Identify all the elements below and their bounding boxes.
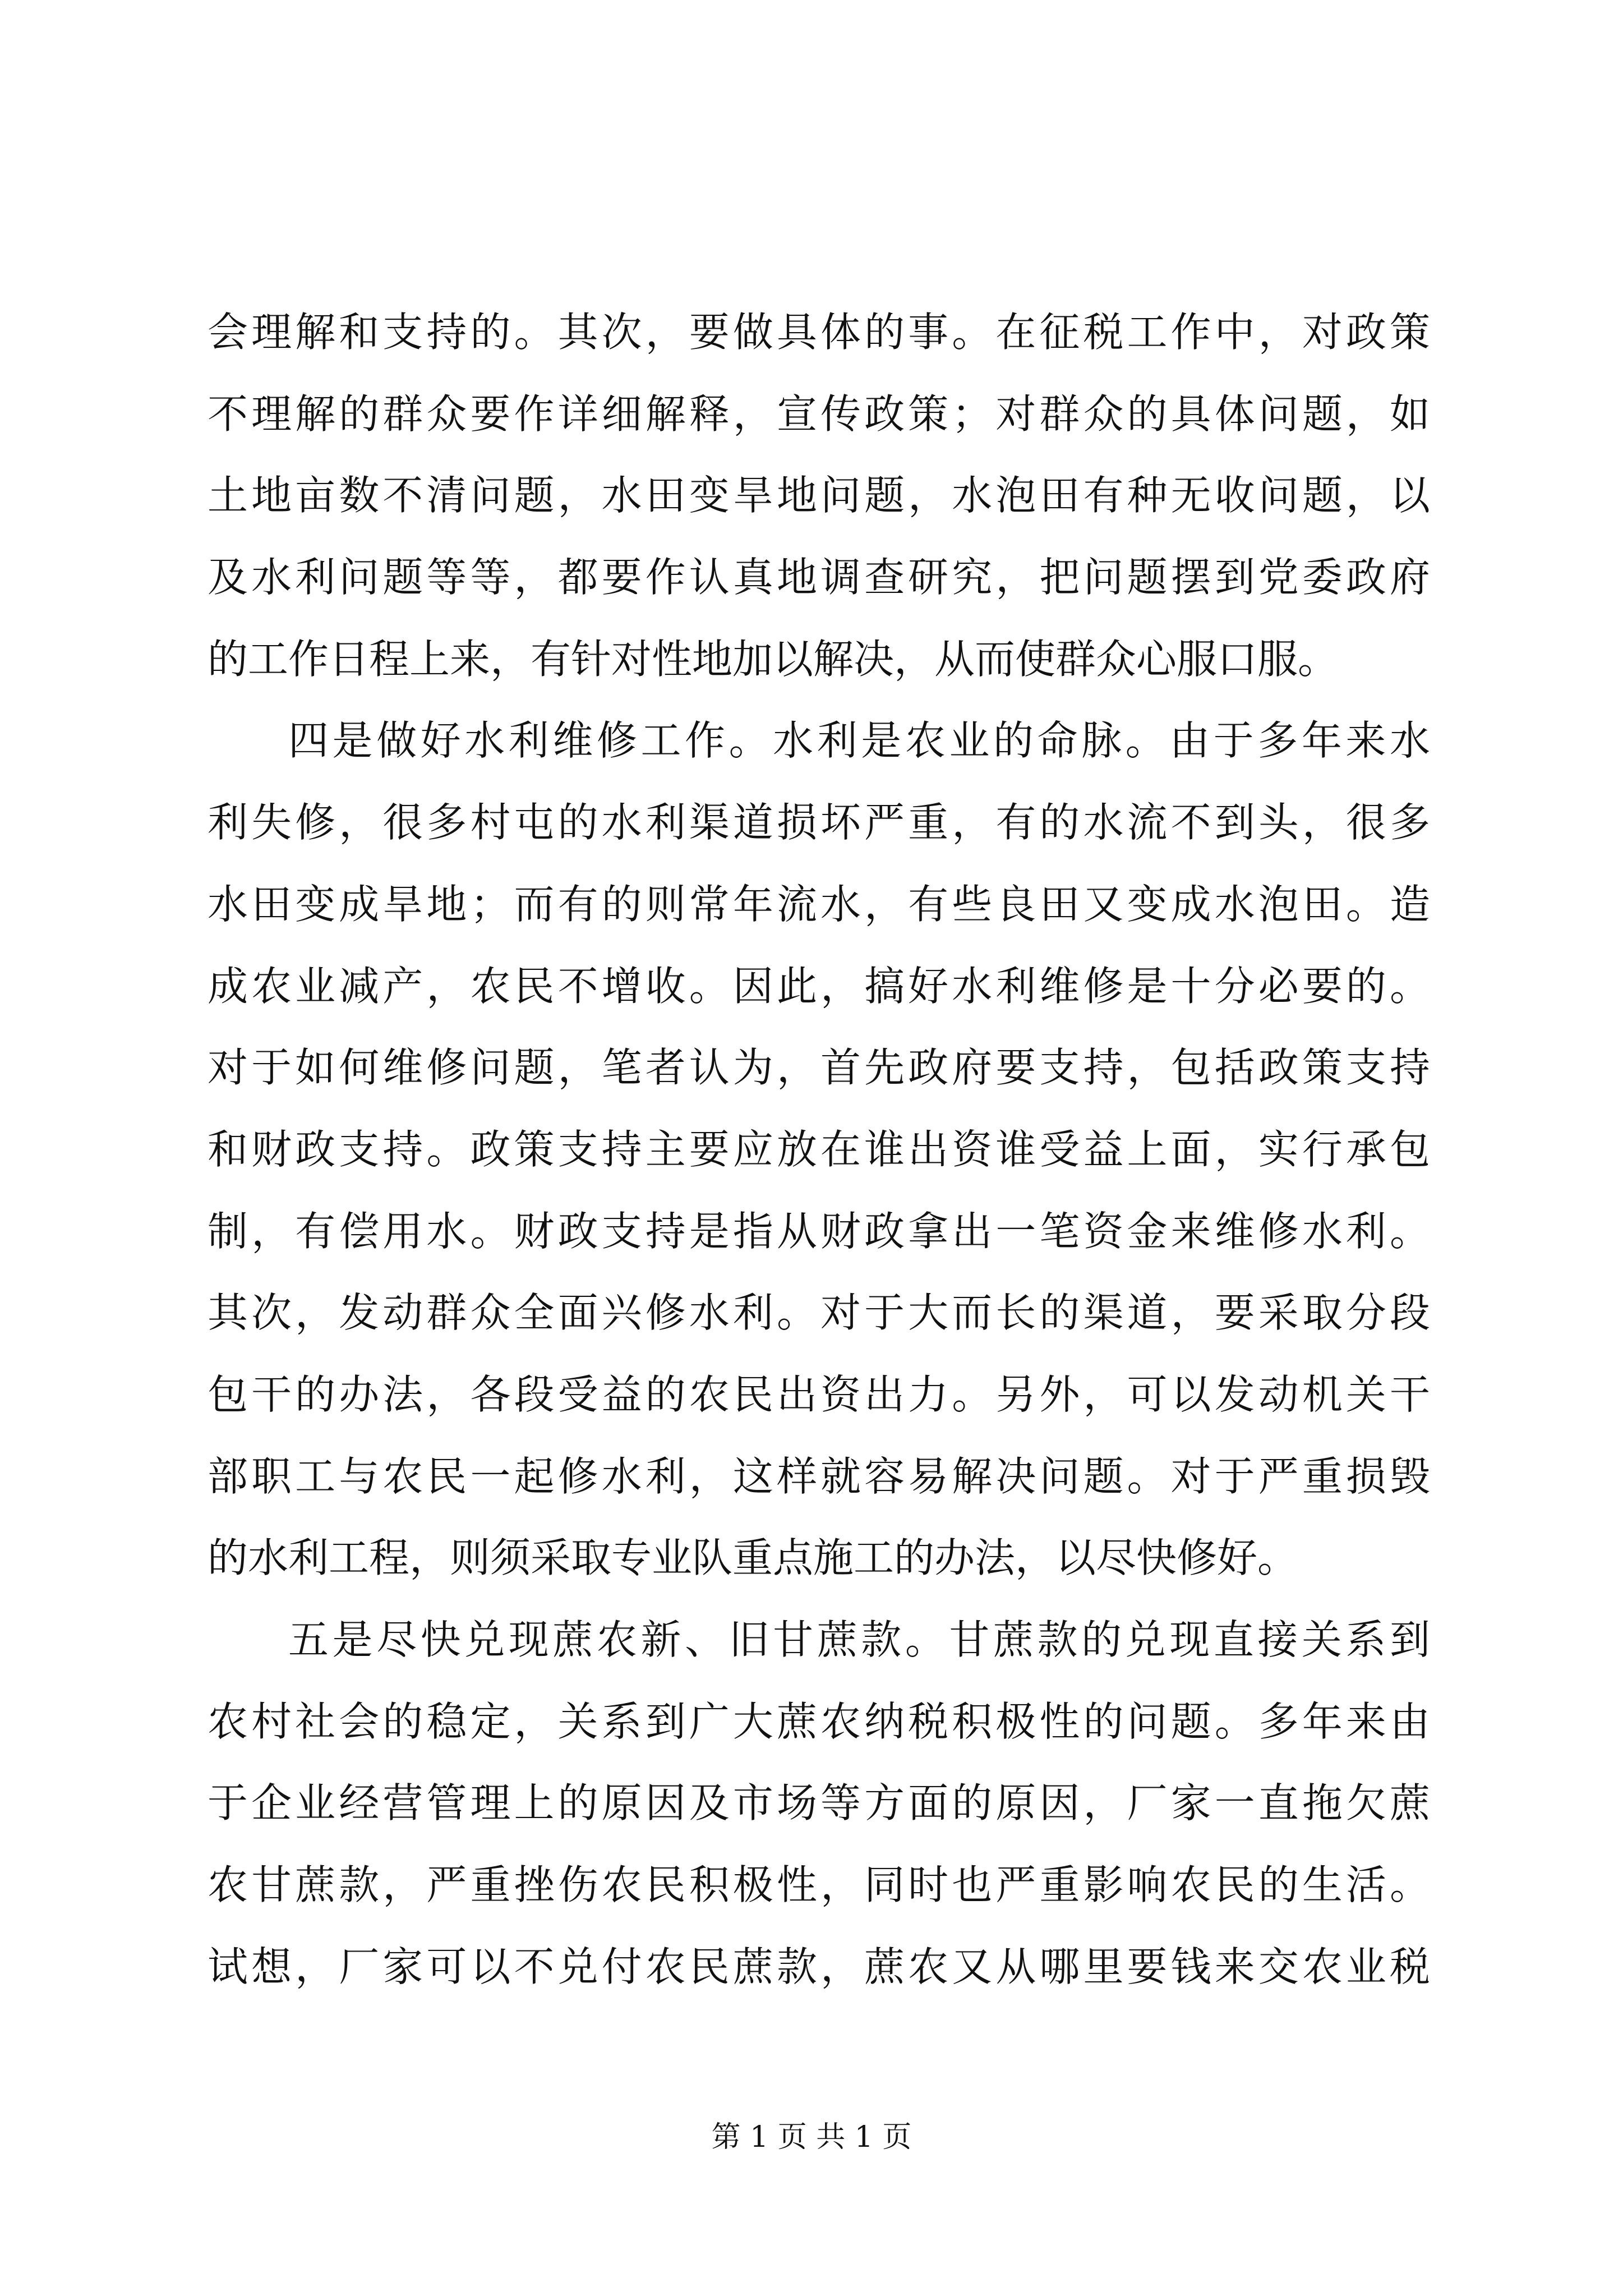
text-line: 农村社会的稳定，关系到广大蔗农纳税积极性的问题。多年来由 xyxy=(208,1697,1430,1745)
text-line: 于企业经营管理上的原因及市场等方面的原因，厂家一直拖欠蔗 xyxy=(208,1779,1430,1827)
document-body xyxy=(208,292,1430,2008)
text-line: 试想，厂家可以不兑付农民蔗款，蔗农又从哪里要钱来交农业税 xyxy=(208,1943,1430,1990)
text-line: 利失修，很多村屯的水利渠道损坏严重，有的水流不到头，很多 xyxy=(208,799,1430,846)
text-line: 部职工与农民一起修水利，这样就容易解决问题。对于严重损毁 xyxy=(208,1452,1430,1500)
text-line: 不理解的群众要作详细解释，宣传政策；对群众的具体问题，如 xyxy=(208,390,1430,438)
text-line: 其次，发动群众全面兴修水利。对于大而长的渠道，要采取分段 xyxy=(208,1289,1430,1337)
text-line: 对于如何维修问题，笔者认为，首先政府要支持，包括政策支持 xyxy=(208,1044,1430,1092)
text-line: 会理解和支持的。其次，要做具体的事。在征税工作中，对政策 xyxy=(208,309,1430,356)
text-line: 的工作日程上来，有针对性地加以解决，从而使群众心服口服。 xyxy=(208,635,1339,683)
text-line: 包干的办法，各段受益的农民出资出力。另外，可以发动机关干 xyxy=(208,1370,1430,1418)
text-line: 农甘蔗款，严重挫伤农民积极性，同时也严重影响农民的生活。 xyxy=(208,1861,1430,1909)
text-line: 及水利问题等等，都要作认真地调查研究，把问题摆到党委政府 xyxy=(208,554,1430,601)
text-line: 土地亩数不清问题，水田变旱地问题，水泡田有种无收问题，以 xyxy=(208,472,1430,519)
text-line: 和财政支持。政策支持主要应放在谁出资谁受益上面，实行承包 xyxy=(208,1125,1430,1173)
text-line: 的水利工程，则须采取专业队重点施工的办法，以尽快修好。 xyxy=(208,1534,1298,1582)
text-line: 制，有偿用水。财政支持是指从财政拿出一笔资金来维修水利。 xyxy=(208,1207,1430,1255)
page-footer: 第 1 页 共 1 页 xyxy=(711,2120,912,2154)
paragraph-start-line: 四是做好水利维修工作。水利是农业的命脉。由于多年来水 xyxy=(288,717,1430,765)
paragraph-start-line: 五是尽快兑现蔗农新、旧甘蔗款。甘蔗款的兑现直接关系到 xyxy=(288,1616,1430,1663)
text-line: 成农业减产，农民不增收。因此，搞好水利维修是十分必要的。 xyxy=(208,962,1430,1010)
text-line: 水田变成旱地；而有的则常年流水，有些良田又变成水泡田。造 xyxy=(208,880,1430,928)
